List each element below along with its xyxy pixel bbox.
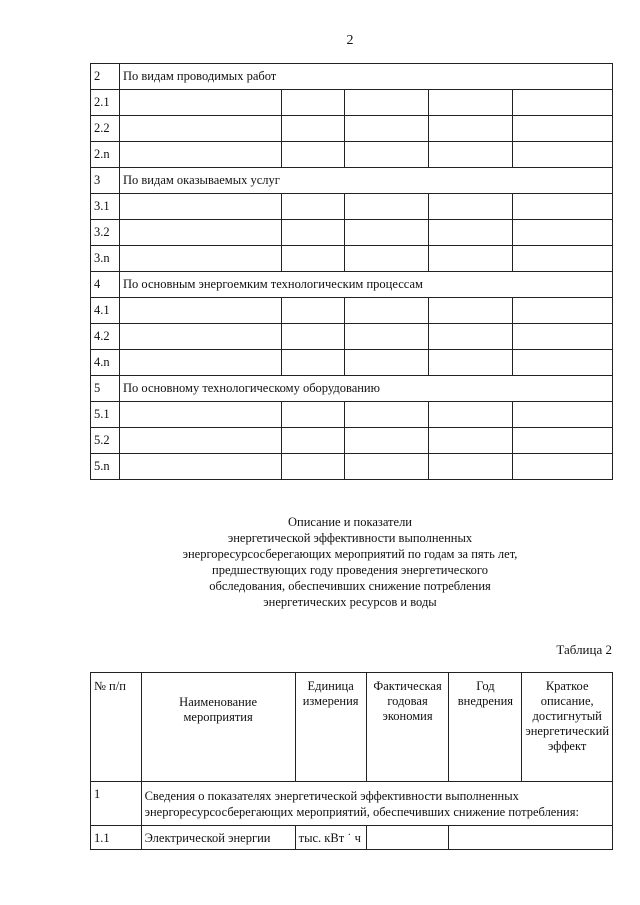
empty-cell: [513, 246, 613, 272]
empty-cell: [282, 428, 345, 454]
empty-cell: [513, 402, 613, 428]
empty-cell: [513, 428, 613, 454]
empty-cell: [120, 454, 282, 480]
empty-cell: [345, 116, 429, 142]
empty-cell: [282, 246, 345, 272]
table-row: [91, 782, 613, 826]
table-row: [91, 194, 613, 220]
empty-cell: [366, 826, 449, 850]
empty-cell: [513, 454, 613, 480]
section-num: 2: [91, 64, 120, 90]
empty-cell: [120, 402, 282, 428]
section-row: [91, 376, 613, 402]
empty-cell: [282, 142, 345, 168]
row-num: 2.n: [91, 142, 120, 168]
empty-cell: [120, 194, 282, 220]
empty-cell: [513, 90, 613, 116]
empty-cell: [345, 324, 429, 350]
empty-cell: [282, 350, 345, 376]
row-num: 3.2: [91, 220, 120, 246]
empty-cell: [513, 324, 613, 350]
empty-cell: [120, 324, 282, 350]
section-title: По основным энергоемким технологическим процессам: [120, 272, 613, 298]
section-num: 5: [91, 376, 120, 402]
table-1: [90, 63, 613, 480]
empty-cell: [345, 298, 429, 324]
header-name: Наименование мероприятия: [141, 673, 295, 782]
table-row: [91, 246, 613, 272]
empty-cell: [282, 90, 345, 116]
row-num: 2.1: [91, 90, 120, 116]
row-num: 5.2: [91, 428, 120, 454]
table-row: [91, 298, 613, 324]
empty-cell: [345, 402, 429, 428]
empty-cell: [345, 220, 429, 246]
table-row: [91, 116, 613, 142]
caption-line: энергоресурсосберегающих мероприятий по годам за пять лет,: [182, 547, 518, 561]
empty-cell: [345, 246, 429, 272]
empty-cell: [513, 116, 613, 142]
table-row: [91, 454, 613, 480]
empty-cell: [513, 194, 613, 220]
table-row: [91, 220, 613, 246]
section-title: По видам проводимых работ: [120, 64, 613, 90]
section-num: 4: [91, 272, 120, 298]
table-row: [91, 428, 613, 454]
caption-line: энергетических ресурсов и воды: [263, 595, 437, 609]
empty-cell: [345, 428, 429, 454]
empty-cell: [282, 402, 345, 428]
empty-cell: [120, 298, 282, 324]
empty-cell: [282, 194, 345, 220]
header-num: № п/п: [91, 673, 142, 782]
empty-cell: [120, 220, 282, 246]
caption-line: энергетической эффективности выполненных: [227, 531, 473, 545]
empty-cell: [120, 350, 282, 376]
empty-cell: [345, 194, 429, 220]
empty-cell: [429, 142, 513, 168]
section-row: [91, 64, 613, 90]
empty-cell: [429, 298, 513, 324]
empty-cell: [345, 350, 429, 376]
section-title: По видам оказываемых услуг: [120, 168, 613, 194]
section-title: По основному технологическому оборудованию: [120, 376, 613, 402]
section-row: [91, 272, 613, 298]
caption-line: Описание и показатели: [288, 515, 412, 529]
header-saving: Фактическая годовая экономия: [366, 673, 449, 782]
row-num: 4.2: [91, 324, 120, 350]
row-num: 3.n: [91, 246, 120, 272]
empty-cell: [345, 454, 429, 480]
empty-cell: [429, 194, 513, 220]
empty-cell: [120, 90, 282, 116]
empty-cell: [429, 402, 513, 428]
header-desc: Краткое описание, достигнутый энергетический эффект: [522, 673, 613, 782]
row-num: 4.1: [91, 298, 120, 324]
empty-cell: [120, 428, 282, 454]
empty-cell: [429, 116, 513, 142]
empty-cell: [282, 116, 345, 142]
section-num: 3: [91, 168, 120, 194]
empty-cell: [120, 246, 282, 272]
empty-cell: [429, 324, 513, 350]
empty-cell: [429, 220, 513, 246]
caption-line: обследования, обеспечивших снижение потребления: [209, 579, 491, 593]
row-unit: тыс. кВт ˙ ч: [295, 826, 366, 850]
empty-cell: [282, 324, 345, 350]
empty-cell: [429, 246, 513, 272]
row-num: 1: [91, 782, 142, 826]
row-num: 5.1: [91, 402, 120, 428]
row-num: 4.n: [91, 350, 120, 376]
empty-cell: [513, 350, 613, 376]
row-num: 5.n: [91, 454, 120, 480]
table-row: [91, 402, 613, 428]
empty-cell: [282, 298, 345, 324]
empty-cell: [429, 90, 513, 116]
table-2-caption: [180, 514, 520, 610]
row-num: 3.1: [91, 194, 120, 220]
table-row: [91, 350, 613, 376]
header-row: [91, 673, 613, 782]
empty-cell: [282, 454, 345, 480]
empty-cell: [513, 220, 613, 246]
empty-cell: [429, 428, 513, 454]
table-row: [91, 142, 613, 168]
section-row: [91, 168, 613, 194]
empty-cell: [345, 90, 429, 116]
page-number: 2: [346, 33, 354, 48]
empty-cell: [429, 350, 513, 376]
empty-cell: [429, 454, 513, 480]
row-name: Электрической энергии: [141, 826, 295, 850]
table-row: [91, 324, 613, 350]
table-row: [91, 90, 613, 116]
empty-cell: [120, 142, 282, 168]
header-unit: Единица измерения: [295, 673, 366, 782]
empty-cell: [120, 116, 282, 142]
table-2-label: Таблица 2: [556, 642, 612, 657]
empty-cell: [282, 220, 345, 246]
empty-cell: [513, 298, 613, 324]
row-num: 1.1: [91, 826, 142, 850]
empty-cell: [513, 142, 613, 168]
row-text: Сведения о показателях энергетической эффективности выполненных энергоресурсосберегающих мероприятий, обеспечивших снижение потребления:: [141, 782, 612, 826]
caption-line: предшествующих году проведения энергетического: [212, 563, 488, 577]
empty-cell: [345, 142, 429, 168]
table-2: [90, 672, 613, 850]
empty-cell: [449, 826, 613, 850]
table-row: [91, 826, 613, 850]
header-year: Год внедрения: [449, 673, 522, 782]
row-num: 2.2: [91, 116, 120, 142]
